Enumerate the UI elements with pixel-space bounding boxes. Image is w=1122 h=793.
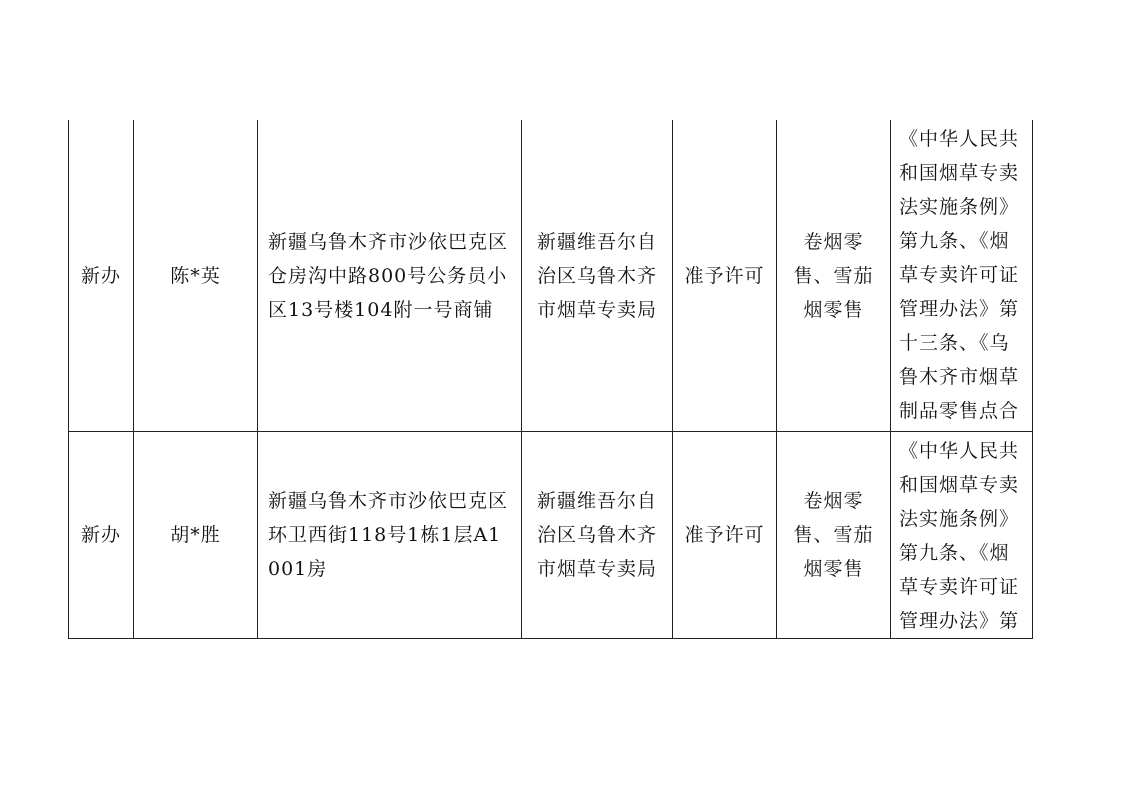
legal-basis-text: 《中华人民共和国烟草专卖法实施条例》第九条、《烟草专卖许可证管理办法》第	[899, 440, 1020, 632]
license-table	[68, 120, 1033, 639]
license-type-cell: 新办	[69, 432, 134, 639]
legal-basis-text: 《中华人民共和国烟草专卖法实施条例》第九条、《烟草专卖许可证管理办法》第十三条、《乌鲁木齐市烟草制品零售点合	[899, 128, 1020, 422]
applicant-name-cell: 胡*胜	[134, 432, 258, 639]
issuing-authority-cell: 新疆维吾尔自治区乌鲁木齐市烟草专卖局	[522, 432, 673, 639]
decision-cell: 准予许可	[673, 120, 777, 432]
table-row	[69, 120, 1033, 432]
legal-basis-cell	[891, 432, 1033, 639]
business-address-cell: 新疆乌鲁木齐市沙依巴克区环卫西街118号1栋1层A1001房	[258, 432, 522, 639]
applicant-name-cell: 陈*英	[134, 120, 258, 432]
business-address-cell: 新疆乌鲁木齐市沙依巴克区仓房沟中路800号公务员小区13号楼104附一号商铺	[258, 120, 522, 432]
decision-cell: 准予许可	[673, 432, 777, 639]
business-scope-cell: 卷烟零售、雪茄烟零售	[777, 120, 891, 432]
license-type-cell: 新办	[69, 120, 134, 432]
table-row	[69, 432, 1033, 639]
legal-basis-cell	[891, 120, 1033, 432]
issuing-authority-cell: 新疆维吾尔自治区乌鲁木齐市烟草专卖局	[522, 120, 673, 432]
business-scope-cell: 卷烟零售、雪茄烟零售	[777, 432, 891, 639]
